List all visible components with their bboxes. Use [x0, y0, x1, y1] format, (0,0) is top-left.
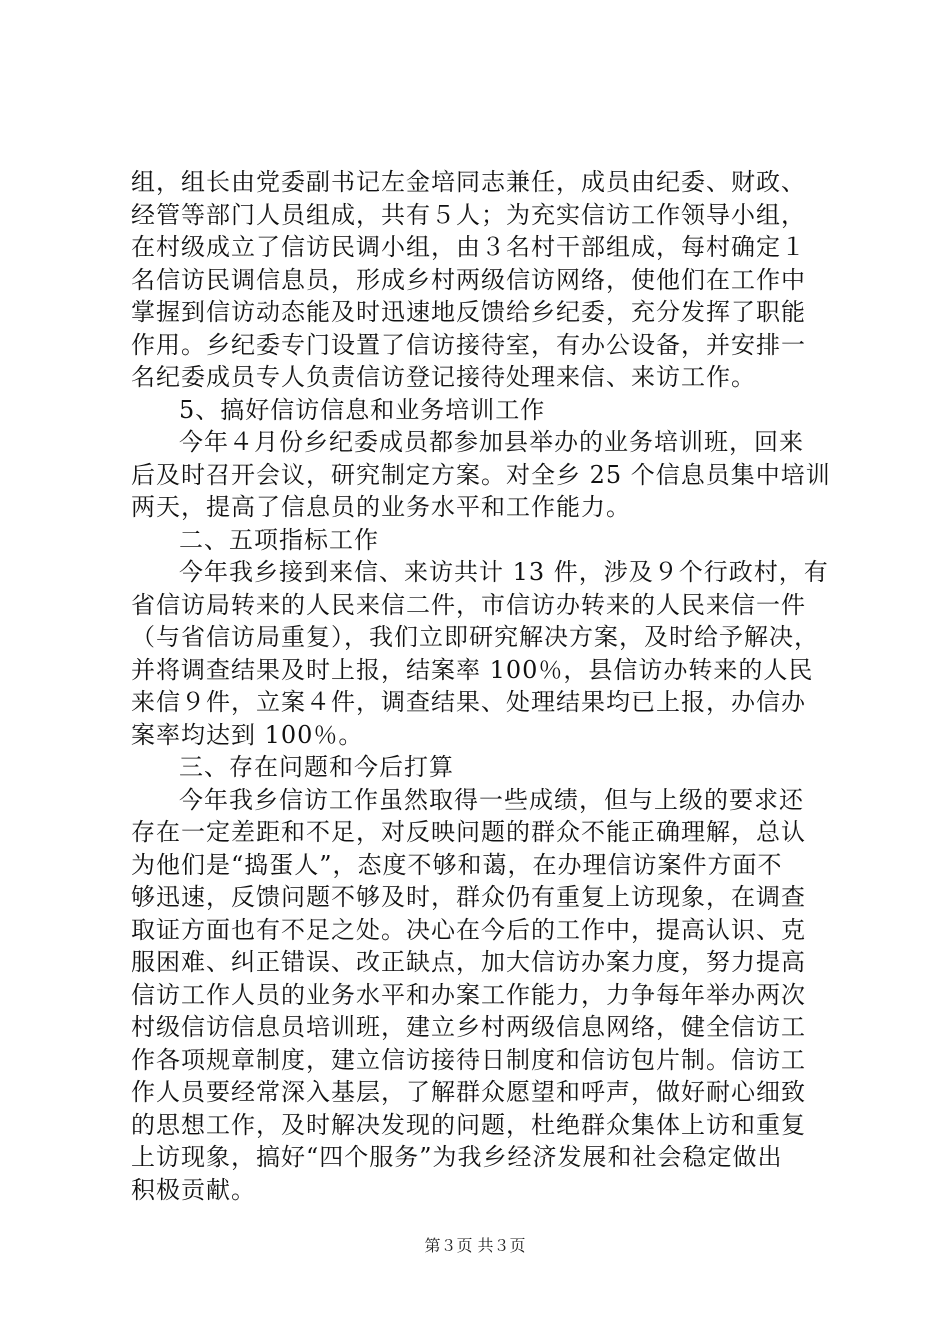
page-footer — [0, 1234, 950, 1258]
section-heading: 5、搞好信访信息和业务培训工作 — [179, 395, 546, 424]
text-line: 来信９件，立案４件，调查结果、处理结果均已上报，办信办 — [131, 688, 806, 716]
section-heading: 三、存在问题和今后打算 — [179, 753, 454, 781]
text-line: 名纪委成员专人负责信访登记接待处理来信、来访工作。 — [131, 363, 756, 391]
text-line: 两天，提高了信息员的业务水平和工作能力。 — [131, 493, 631, 521]
text-line: 省信访局转来的人民来信二件，市信访办转来的人民来信一件 — [131, 590, 806, 619]
text-line: 作各项规章制度，建立信访接待日制度和信访包片制。信访工 — [131, 1045, 806, 1074]
text-line: 今年４月份乡纪委成员都参加县举办的业务培训班，回来 — [179, 428, 804, 456]
text-line: 经管等部门人员组成，共有５人；为充实信访工作领导小组， — [131, 200, 806, 229]
text-line: 的思想工作，及时解决发现的问题，杜绝群众集体上访和重复 — [131, 1110, 806, 1139]
text-line: 组，组长由党委副书记左金培同志兼任，成员由纪委、财政、 — [131, 168, 806, 196]
page-number: 第３页 共３页 — [424, 1236, 526, 1255]
text-line: 掌握到信访动态能及时迅速地反馈给乡纪委，充分发挥了职能 — [131, 298, 806, 326]
text-line: 上访现象，搞好“四个服务”为我乡经济发展和社会稳定做出 — [131, 1143, 783, 1171]
text-line: 够迅速，反馈问题不够及时，群众仍有重复上访现象，在调查 — [131, 883, 806, 911]
text-line: 村级信访信息员培训班，建立乡村两级信息网络，健全信访工 — [131, 1013, 806, 1041]
document-body — [131, 166, 831, 1206]
text-line: 积极贡献。 — [131, 1175, 256, 1204]
text-line: （与省信访局重复），我们立即研究解决方案，及时给予解决， — [131, 623, 819, 651]
text-line: 存在一定差距和不足，对反映问题的群众不能正确理解，总认 — [131, 818, 806, 846]
text-line: 名信访民调信息员，形成乡村两级信访网络，使他们在工作中 — [131, 265, 806, 294]
text-line: 作用。乡纪委专门设置了信访接待室，有办公设备，并安排一 — [131, 330, 806, 359]
text-line: 取证方面也有不足之处。决心在今后的工作中，提高认识、克 — [131, 915, 806, 944]
text-line: 在村级成立了信访民调小组，由３名村干部组成，每村确定１ — [131, 233, 806, 261]
text-line: 服困难、纠正错误、改正缺点，加大信访办案力度，努力提高 — [131, 948, 806, 976]
text-line: 并将调查结果及时上报，结案率 100％，县信访办转来的人民 — [131, 655, 814, 684]
text-line: 案率均达到 100％。 — [131, 720, 364, 749]
text-line: 作人员要经常深入基层，了解群众愿望和呼声，做好耐心细致 — [131, 1078, 806, 1106]
text-line: 后及时召开会议，研究制定方案。对全乡 25 个信息员集中培训 — [131, 460, 831, 489]
text-line: 信访工作人员的业务水平和办案工作能力，力争每年举办两次 — [131, 980, 806, 1009]
text-line: 为他们是“捣蛋人”，态度不够和蔼，在办理信访案件方面不 — [131, 850, 783, 879]
text-line: 今年我乡接到来信、来访共计 13 件，涉及９个行政村，有 — [179, 558, 829, 586]
section-heading: 二、五项指标工作 — [179, 525, 379, 554]
text-line: 今年我乡信访工作虽然取得一些成绩，但与上级的要求还 — [179, 785, 804, 814]
